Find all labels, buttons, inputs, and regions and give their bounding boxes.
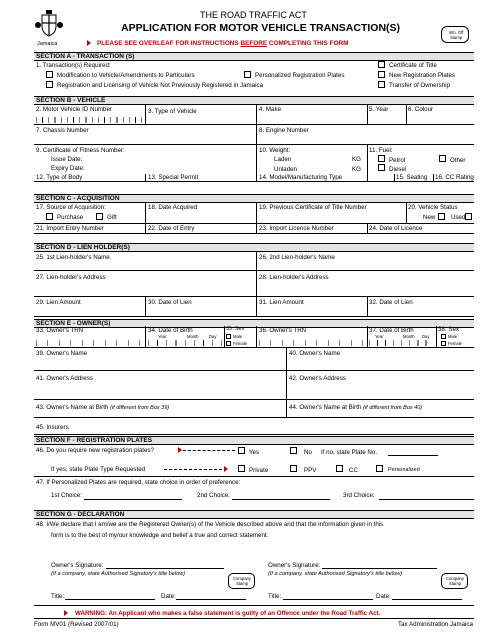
transaction-required-label: 1. Transaction(s) Required: — [36, 62, 111, 69]
lien1-address-label: 27. Lien-holder's Address — [36, 274, 106, 281]
new-plates-question: 46. Do you require new registration plates? — [36, 447, 154, 454]
model-label: 14. Model/Manufacturing Type — [259, 174, 343, 181]
engine-label: 8. Engine Number — [259, 127, 309, 134]
instruction-text: PLEASE SEE OVERLEAF FOR INSTRUCTIONS BEFORE COMPLETING THIS FORM — [97, 40, 349, 47]
owner2-title-line[interactable] — [283, 599, 373, 600]
opt-new-plates-label: New Registration Plates — [389, 72, 456, 79]
laden-kg-label: KG — [352, 156, 361, 163]
lien2-name-label: 26. 2nd Lien-holder's Name — [259, 254, 335, 261]
owner2-signature-note: (If a company, state Authorised Signatory's title below) — [268, 571, 403, 577]
body-type-label: 12. Type of Body — [36, 174, 83, 181]
year-label: 5. Year — [369, 106, 389, 113]
coat-label: Jamaica — [37, 41, 58, 47]
choice3-line[interactable] — [379, 499, 474, 500]
owner2-female-checkbox[interactable] — [441, 341, 446, 346]
lien1-name-label: 25. 1st Lien-holder's Name — [36, 254, 110, 261]
vehicle-status-label: 20. Vehicle Status — [408, 204, 458, 211]
petrol-label: Petrol — [389, 157, 406, 164]
owner1-trn-ticks[interactable] — [36, 340, 142, 346]
personalized-checkbox[interactable] — [376, 465, 383, 472]
private-checkbox[interactable] — [238, 465, 245, 472]
if-no-label: If no, state Plate No. — [321, 449, 378, 456]
owner2-month-label: Month — [403, 334, 415, 339]
owner2-date-line[interactable] — [392, 599, 462, 600]
plate-type-arrow-icon — [224, 466, 228, 472]
lien2-address-label: 28. Lien-holder's Address — [259, 274, 329, 281]
agency-name: Tax Administration Jamaica — [398, 621, 473, 628]
opt-new-plates-checkbox[interactable] — [378, 71, 385, 78]
owner1-address-label: 41. Owner's Address — [36, 375, 93, 382]
fuel-label: 11. Fuel: — [369, 147, 393, 154]
choice3-label: 3rd Choice: — [343, 492, 375, 499]
owner1-title-label: Title: — [51, 593, 65, 600]
owner2-address-label: 42. Owner's Address — [289, 375, 346, 382]
coat-of-arms-icon — [34, 9, 64, 39]
section-b-title: SECTION B - VEHICLE — [36, 97, 106, 104]
date-acquired-label: 18. Date Acquired — [148, 204, 198, 211]
petrol-checkbox[interactable] — [378, 155, 385, 162]
plates-no-checkbox[interactable] — [290, 447, 297, 454]
other-fuel-checkbox[interactable] — [439, 155, 446, 162]
owner1-male-label: Male — [233, 334, 243, 339]
owner2-dob-ticks[interactable] — [369, 340, 434, 346]
make-label: 4. Make — [259, 106, 282, 113]
company-stamp-2: Company Stamp — [441, 573, 468, 589]
date-entry-label: 22. Date of Entry — [148, 225, 195, 232]
opt-personalized-plates-label: Personalized Registration Plates — [255, 72, 345, 79]
owner2-name-label: 40. Owner's Name — [289, 350, 341, 357]
section-f-title: SECTION F - REGISTRATION PLATES — [36, 437, 153, 444]
choice1-line[interactable] — [84, 499, 182, 500]
section-e-title: SECTION E - OWNER(S) — [36, 320, 111, 327]
plates-no-label: No — [304, 449, 312, 456]
plates-arrow-icon — [178, 447, 182, 453]
owner1-birth-name-label: 43. Owner's Name at Birth (if different from Box 39) — [36, 404, 170, 411]
opt-registration-label: Registration and Licensing of Vehicle Not Previously Registered in Jamaica — [57, 82, 264, 89]
choice2-label: 2nd Choice: — [197, 492, 231, 499]
plates-yes-label: Yes — [249, 449, 260, 456]
new-checkbox[interactable] — [438, 213, 445, 220]
owner2-male-checkbox[interactable] — [441, 334, 446, 339]
owner2-signature-line[interactable] — [322, 568, 437, 569]
owner1-signature-line[interactable] — [106, 568, 224, 569]
owner1-title-line[interactable] — [65, 599, 155, 600]
opt-certificate-title-checkbox[interactable] — [378, 61, 385, 68]
issue-date-label: Issue Date: — [51, 156, 83, 163]
owner1-date-label: Date: — [161, 593, 176, 600]
owner1-month-label: Month — [187, 334, 199, 339]
section-c-title: SECTION C - ACQUISITION — [36, 195, 120, 202]
diesel-label: Diesel — [389, 166, 407, 173]
owner2-sex-label: 38. Sex — [438, 326, 459, 333]
warning-text: WARNING: An Applicant who makes a false statement is guilty of an Offence under the Road Traffic Act. — [75, 610, 381, 617]
page-title: APPLICATION FOR MOTOR VEHICLE TRANSACTION(S) — [121, 22, 401, 34]
owner1-sex-label: 35. Sex — [226, 326, 245, 332]
owner2-dob-label: 37. Date of Birth — [369, 327, 414, 334]
owner2-male-label: Male — [448, 334, 458, 339]
ppv-checkbox[interactable] — [290, 465, 297, 472]
owner1-male-checkbox[interactable] — [226, 334, 231, 339]
unladen-label: Unladen — [274, 166, 298, 173]
purchase-label: Purchase — [57, 214, 84, 221]
owner1-signature-note: (If a company, state Authorised Signatory's title below) — [51, 571, 186, 577]
owner2-birth-name-label: 44. Owner's Name at Birth (if different from Box 40) — [289, 404, 423, 411]
owner1-trn-label: 33. Owner's TRN — [36, 327, 84, 334]
warning-arrow-icon — [64, 610, 68, 616]
section-g-title: SECTION G - DECLARATION — [36, 511, 125, 518]
used-checkbox[interactable] — [465, 213, 472, 220]
opt-registration-checkbox[interactable] — [46, 81, 53, 88]
owner2-trn-ticks[interactable] — [259, 340, 365, 346]
lien1-amount-label: 29. Lien Amount — [36, 299, 81, 306]
owner2-year-label: Year — [375, 334, 384, 339]
unladen-kg-label: KG — [352, 166, 361, 173]
colour-label: 6. Colour — [408, 106, 434, 113]
lien2-date-label: 32. Date of Lien — [369, 299, 413, 306]
owner1-year-label: Year — [158, 334, 167, 339]
declaration-line1: 48. I/We declare that I am/we are the Registered Owner(s) of the Vehicle described above and that the information given in this — [36, 521, 384, 528]
weight-label: 10. Weight: — [259, 147, 291, 154]
owner1-name-label: 39. Owner's Name — [36, 350, 88, 357]
owner1-dob-label: 34. Date of Birth — [148, 327, 193, 334]
gift-checkbox[interactable] — [96, 213, 103, 220]
other-fuel-label: Other — [450, 157, 466, 164]
owner2-signature-label: Owner's Signature: — [268, 562, 321, 569]
prev-title-label: 19. Previous Certificate of Title Number — [259, 204, 367, 211]
import-licence-label: 23. Import Licence Number — [259, 225, 334, 232]
owner1-date-line[interactable] — [176, 599, 246, 600]
opt-modification-checkbox[interactable] — [46, 71, 53, 78]
declaration-line2: form is to the best of my/our knowledge and belief a true and correct statement. — [51, 532, 269, 539]
form-number: Form MV01 (Revised 2007/01) — [34, 621, 119, 628]
plates-yes-checkbox[interactable] — [238, 447, 245, 454]
fitness-cert-label: 9. Certificate of Fitness Number: — [36, 147, 125, 154]
owner1-female-label: Female — [233, 341, 247, 346]
if-yes-label: If yes, state Plate Type Requested — [51, 466, 146, 473]
owner1-dob-ticks[interactable] — [148, 340, 222, 346]
private-label: Private — [249, 467, 269, 474]
import-entry-label: 21. Import Entry Number — [36, 225, 104, 232]
lien1-date-label: 30. Date of Lien — [148, 299, 192, 306]
opt-transfer-label: Transfer of Ownership — [389, 82, 450, 89]
diesel-checkbox[interactable] — [378, 164, 385, 171]
personalized-label: Personalized — [388, 467, 420, 473]
opt-transfer-checkbox[interactable] — [378, 81, 385, 88]
date-licence-label: 24. Date of Licence — [369, 225, 423, 232]
owner2-trn-label: 36. Owner's TRN — [259, 327, 307, 334]
insurers-label: 45. Insurers — [36, 424, 69, 431]
owner1-day-label: Day — [209, 334, 217, 339]
owner2-title-label: Title: — [268, 593, 282, 600]
section-d-title: SECTION D - LIEN HOLDER(S) — [36, 244, 130, 251]
opt-certificate-title-label: Certificate of Title — [389, 62, 437, 69]
section-a-title: SECTION A - TRANSACTION (S) — [36, 53, 135, 60]
owner2-date-label: Date: — [376, 593, 391, 600]
instruction-arrow-icon — [87, 40, 91, 46]
company-stamp-1: Company Stamp — [228, 573, 255, 589]
cc-checkbox[interactable] — [336, 465, 343, 472]
source-acquisition-label: 17. Source of Acquisition: — [36, 204, 106, 211]
laden-label: Laden — [274, 156, 292, 163]
choice1-label: 1st Choice: — [51, 492, 82, 499]
new-label: New — [423, 214, 436, 221]
lien2-amount-label: 31. Lien Amount — [259, 299, 304, 306]
special-permit-label: 13. Special Permit — [148, 174, 199, 181]
gift-label: Gift — [107, 214, 117, 221]
vin-label: 2. Motor Vehicle ID Number — [36, 106, 112, 113]
vehicle-type-label: 3. Type of Vehicle — [148, 108, 197, 115]
vin-ticks[interactable] — [36, 117, 142, 123]
choice2-line[interactable] — [232, 499, 330, 500]
owner2-female-label: Female — [448, 341, 462, 346]
owner1-signature-label: Owner's Signature: — [51, 562, 104, 569]
chassis-label: 7. Chassis Number — [36, 127, 89, 134]
seating-label: 15. Seating — [396, 174, 428, 181]
act-title: THE ROAD TRAFFIC ACT — [200, 10, 307, 20]
opt-personalized-plates-checkbox[interactable] — [244, 71, 251, 78]
info-stamp-box: Info. Off Stamp — [441, 26, 469, 43]
cc-label: CC — [349, 467, 358, 474]
opt-modification-label: Modification to Vehicle/Amendments to Particulars — [57, 72, 195, 79]
ppv-label: PPV — [304, 467, 317, 474]
used-label: Used — [451, 214, 466, 221]
owner1-female-checkbox[interactable] — [226, 341, 231, 346]
expiry-date-label: Expiry Date: — [51, 165, 85, 172]
cc-rating-label: 16. CC Rating — [435, 174, 474, 181]
plate-no-line[interactable] — [388, 455, 438, 456]
owner2-day-label: Day — [422, 334, 430, 339]
preference-label: 47. If Personalized Plates are required, state choice in order of preference: — [36, 479, 241, 486]
purchase-checkbox[interactable] — [46, 213, 53, 220]
